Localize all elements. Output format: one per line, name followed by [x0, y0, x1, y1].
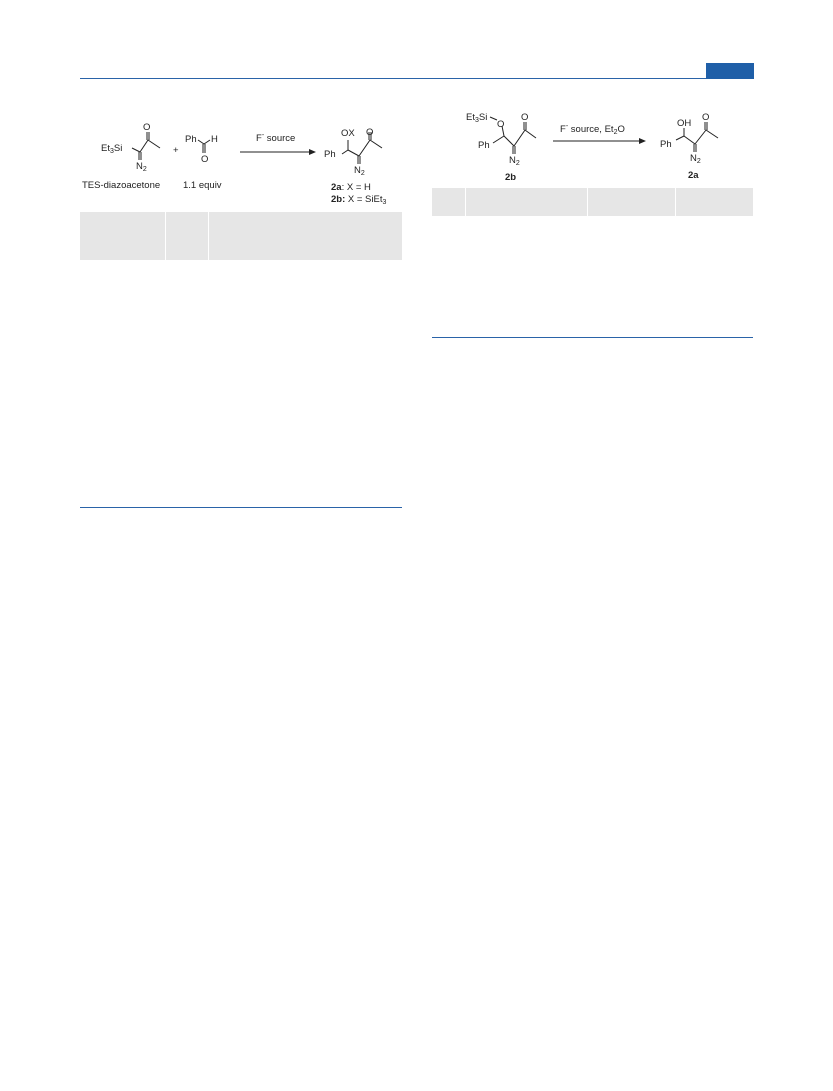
arrow-label-fluoride: F- source	[256, 132, 296, 144]
table-left-bottom-rule	[80, 507, 402, 508]
header-rule	[80, 78, 754, 79]
aldehyde-ph: Ph	[185, 134, 197, 145]
table-right-col-divider	[587, 188, 588, 216]
table-right-header	[432, 188, 753, 216]
reagent-diazo-n2: $N_2$	[136, 161, 147, 173]
product-label-2a: 2a	[688, 170, 699, 181]
start-ketone-o: O	[521, 112, 529, 123]
table-left-col-divider	[165, 212, 166, 260]
product-right-diazo-n2: $N_2$	[690, 153, 701, 165]
reagent-ketone-o: O	[143, 122, 151, 133]
plus-sign: +	[173, 145, 179, 156]
label-2b: 2b: X = SiEt$_3$	[331, 194, 387, 206]
journal-tab-marker	[706, 63, 754, 79]
start-silyl-label: $Et_3Si$	[466, 112, 488, 124]
reagent-silyl-label: $Et_3Si$	[101, 143, 123, 155]
reaction-scheme-left	[80, 118, 410, 210]
scheme-left-svg	[80, 118, 410, 210]
product-right-ketone-o: O	[702, 112, 710, 123]
product-right-ph: Ph	[660, 139, 672, 150]
label-equiv: 1.1 equiv	[183, 180, 222, 191]
label-2a: 2a: X = H	[331, 182, 371, 193]
table-right-col-divider	[465, 188, 466, 216]
aldehyde-h: H	[211, 134, 218, 145]
arrow-head-right	[639, 138, 646, 144]
scheme-right-svg	[440, 108, 760, 184]
start-ph: Ph	[478, 140, 490, 151]
table-left-col-divider	[208, 212, 209, 260]
start-label-2b: 2b	[505, 172, 517, 183]
product-ketone-o: O	[366, 127, 374, 138]
reaction-scheme-right	[440, 108, 760, 184]
product-ox: OX	[341, 128, 355, 139]
label-tes-diazoacetone: TES-diazoacetone	[82, 180, 161, 191]
product-oh: OH	[677, 118, 692, 129]
arrow-label-fluoride-ether: F- source, $Et_2O$	[560, 123, 625, 136]
aldehyde-o: O	[201, 154, 209, 165]
start-ether-o: O	[497, 119, 505, 130]
product-ph: Ph	[324, 149, 336, 160]
table-right-col-divider	[675, 188, 676, 216]
table-left-header	[80, 212, 402, 260]
table-right-bottom-rule	[432, 337, 753, 338]
arrow-head-left	[309, 149, 316, 155]
start-diazo-n2: $N_2$	[509, 155, 520, 167]
product-diazo-n2: $N_2$	[354, 165, 365, 177]
